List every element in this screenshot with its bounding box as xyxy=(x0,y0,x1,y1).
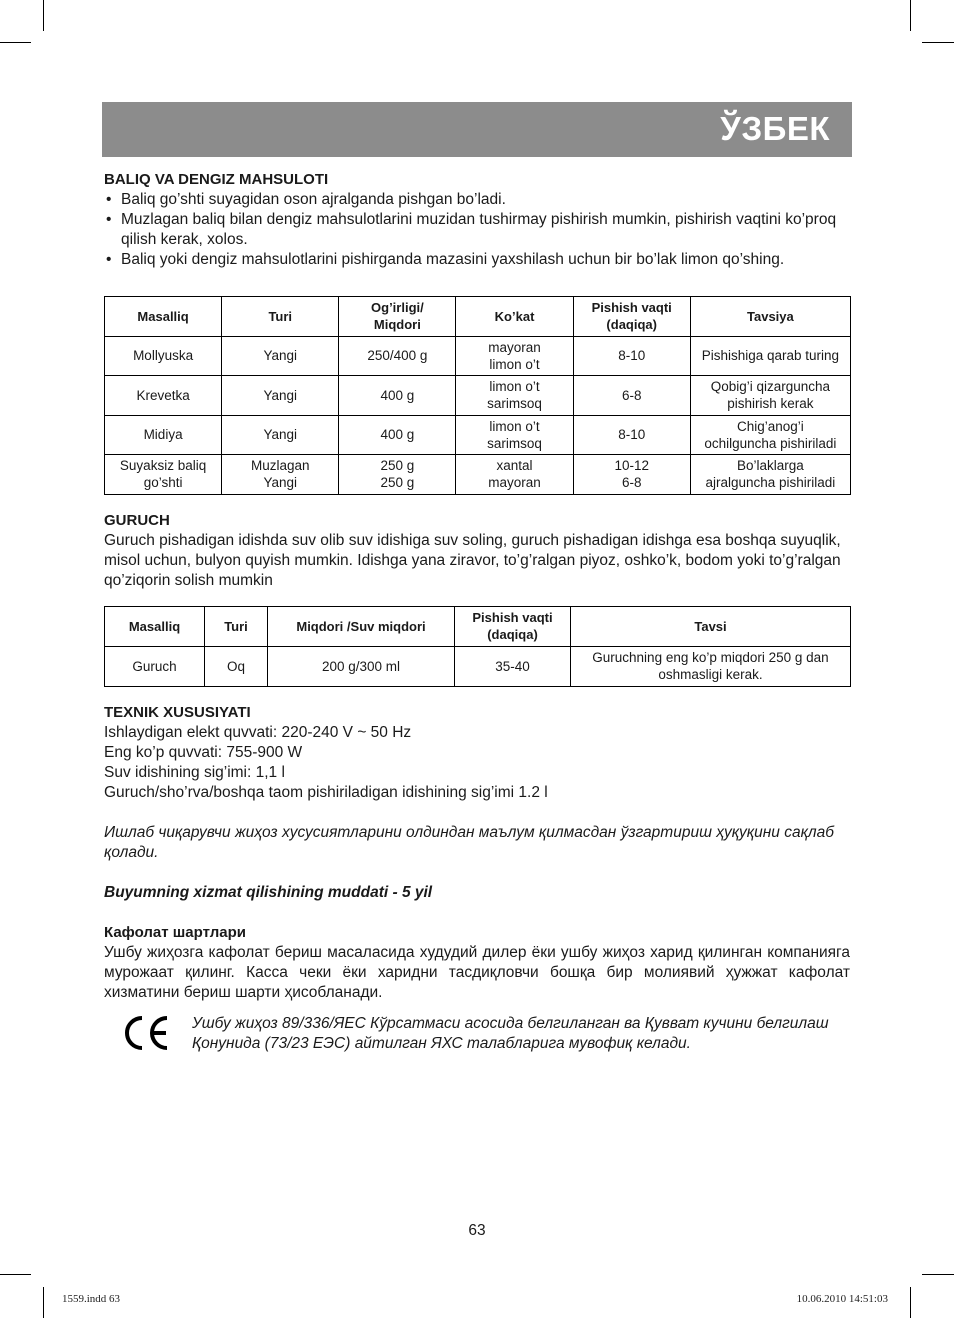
crop-mark xyxy=(922,42,954,43)
table-row xyxy=(105,646,851,686)
seafood-bullet: • Baliq go’shti suyagidan oson ajralganda pishgan bo’ladi. xyxy=(104,190,850,210)
table-header-cell: Masalliq xyxy=(105,606,205,646)
table-header-cell: Og’irligi/ Miqdori xyxy=(339,297,456,337)
table-header-row xyxy=(105,297,851,337)
crop-mark xyxy=(0,1274,31,1275)
table-cell: Bo’laklarga ajralguncha pishiriladi xyxy=(690,455,850,495)
table-cell: Qobig’i qizarguncha pishirish kerak xyxy=(690,376,850,416)
table-header-cell: Turi xyxy=(222,297,339,337)
crop-mark xyxy=(0,42,31,43)
crop-mark xyxy=(922,1274,954,1275)
table-row xyxy=(105,376,851,416)
table-cell: xantal mayoran xyxy=(456,455,573,495)
table-cell: Mollyuska xyxy=(105,336,222,376)
ce-compliance-text: Ушбу жиҳоз 89/336/ЯЕС Кўрсатмаси асосида белгиланган ва Қувват кучини белгилаш Қонунида (73/23 ЕЭС) айтилган ЯХС талабларига мувофиқ келади. xyxy=(192,1014,829,1052)
table-header-cell: Turi xyxy=(205,606,268,646)
specs-heading: TEXNIK XUSUSIYATI xyxy=(104,703,251,721)
table-header-row xyxy=(105,606,851,646)
table-header-cell: Masalliq xyxy=(105,297,222,337)
table-cell: 400 g xyxy=(339,376,456,416)
page-content xyxy=(104,170,850,1058)
table-header-cell: Pishish vaqti (daqiqa) xyxy=(455,606,571,646)
table-cell: Suyaksiz baliq go’shti xyxy=(105,455,222,495)
seafood-bullet-list xyxy=(104,190,850,270)
table-cell: Midiya xyxy=(105,415,222,455)
table-row xyxy=(105,455,851,495)
warranty-paragraph: Ушбу жиҳозга кафолат бериш масаласида худудий дилер ёки ушбу жиҳоз харид қилинган компанияга мурожаат қилинг. Касса чеки ёки харидни тасдиқловчи бошқа бир молиявий ҳужжат кафолат хизматини бериш шарти ҳисобланади. xyxy=(104,943,850,1001)
page-number: 63 xyxy=(468,1222,486,1239)
table-cell: 250/400 g xyxy=(339,336,456,376)
table-cell: 250 g 250 g xyxy=(339,455,456,495)
language-title: ЎЗБЕК xyxy=(720,110,830,147)
crop-mark xyxy=(910,0,911,31)
table-cell: 200 g/300 ml xyxy=(268,646,455,686)
table-cell: Muzlagan Yangi xyxy=(222,455,339,495)
spec-line: Suv idishining sig’imi: 1,1 l xyxy=(104,763,285,781)
table-cell: Yangi xyxy=(222,415,339,455)
crop-mark xyxy=(43,1287,44,1318)
spec-line: Ishlaydigan elekt quvvati: 220-240 V ~ 50 Hz xyxy=(104,723,412,741)
table-cell: Pishishiga qarab turing xyxy=(690,336,850,376)
manufacturer-notice: Ишлаб чиқарувчи жиҳоз хусусиятларини олдиндан маълум қилмасдан ўзгартириш ҳуқуқини сақлаб қолади. xyxy=(104,823,834,861)
seafood-table xyxy=(104,296,851,495)
table-header-cell: Tavsiya xyxy=(690,297,850,337)
table-cell: limon o’t sarimsoq xyxy=(456,415,573,455)
table-header-cell: Miqdori /Suv miqdori xyxy=(268,606,455,646)
table-cell: Krevetka xyxy=(105,376,222,416)
table-header-cell: Pishish vaqti (daqiqa) xyxy=(573,297,690,337)
seafood-heading: BALIQ VA DENGIZ MAHSULOTI xyxy=(104,171,329,188)
ce-compliance-block xyxy=(104,1014,850,1058)
table-cell: 6-8 xyxy=(573,376,690,416)
warranty-heading: Кафолат шартлари xyxy=(104,923,246,941)
table-cell: 10-12 6-8 xyxy=(573,455,690,495)
table-cell: mayoran limon o’t xyxy=(456,336,573,376)
table-cell: Yangi xyxy=(222,336,339,376)
crop-mark xyxy=(910,1287,911,1318)
rice-paragraph: Guruch pishadigan idishda suv olib suv idishiga suv soling, guruch pishadigan idishga esa boshqa suyuqlik, misol uchun, bulyon quyish mumkin. Idishga yana ziravor, to’g’ralgan piyoz, oshko’k, bodom yoki to’g’ralgan qo’ziqorin solish mumkin xyxy=(104,531,841,589)
footer-file-name: 1559.indd 63 xyxy=(62,1293,121,1305)
table-cell: Yangi xyxy=(222,376,339,416)
spec-line: Eng ko’p quvvati: 755-900 W xyxy=(104,743,303,761)
seafood-bullet: • Baliq yoki dengiz mahsulotlarini pishirganda mazasini yaxshilash uchun bir bo’lak limon qo’shing. xyxy=(104,250,850,270)
rice-table xyxy=(104,606,851,687)
footer-datetime: 10.06.2010 14:51:03 xyxy=(796,1293,888,1305)
rice-heading: GURUCH xyxy=(104,511,170,529)
table-cell: 8-10 xyxy=(573,415,690,455)
spec-line: Guruch/sho’rva/boshqa taom pishiriladigan idishining sig’imi 1.2 l xyxy=(104,783,548,801)
seafood-bullet: • Muzlagan baliq bilan dengiz mahsulotlarini muzidan tushirmay pishirish mumkin, pishirish vaqtini ko’proq qilish kerak, xolos. xyxy=(104,210,850,250)
table-row xyxy=(105,336,851,376)
table-cell: 8-10 xyxy=(573,336,690,376)
table-cell: 35-40 xyxy=(455,646,571,686)
table-row xyxy=(105,415,851,455)
table-cell: Guruch xyxy=(105,646,205,686)
table-cell: Chig’anog’i ochilguncha pishiriladi xyxy=(690,415,850,455)
language-header-bar xyxy=(102,102,852,157)
service-life: Buyumning xizmat qilishining muddati - 5 yil xyxy=(104,883,433,901)
table-cell: Oq xyxy=(205,646,268,686)
ce-mark-icon xyxy=(122,1015,172,1051)
table-header-cell: Tavsi xyxy=(571,606,851,646)
table-cell: Guruchning eng ko’p miqdori 250 g dan oshmasligi kerak. xyxy=(571,646,851,686)
table-cell: limon o’t sarimsoq xyxy=(456,376,573,416)
table-cell: 400 g xyxy=(339,415,456,455)
crop-mark xyxy=(43,0,44,31)
table-header-cell: Ko’kat xyxy=(456,297,573,337)
